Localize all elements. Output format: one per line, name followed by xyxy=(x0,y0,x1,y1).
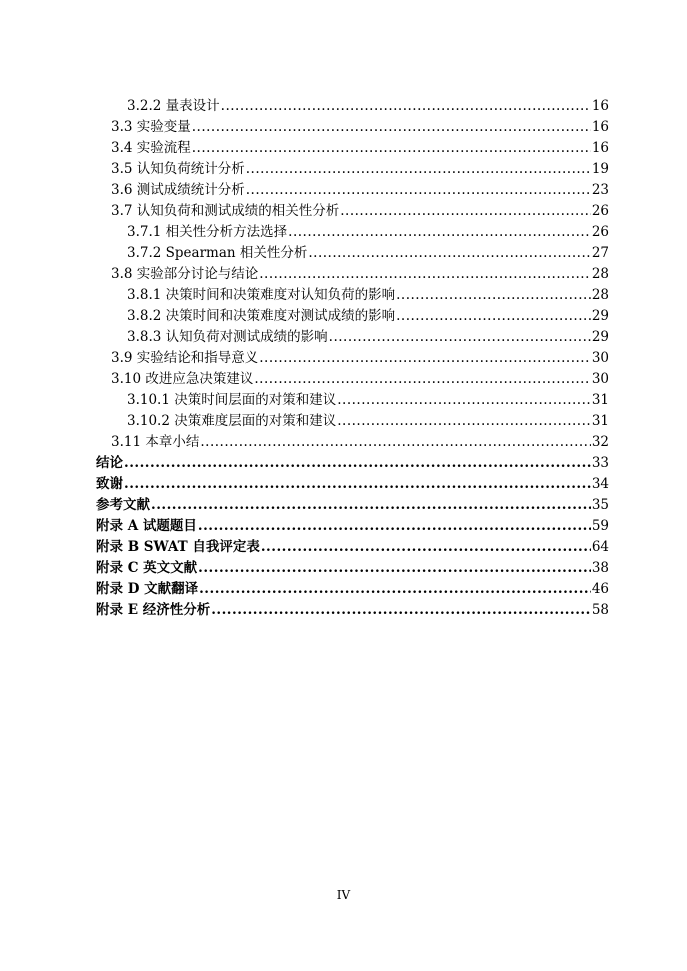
toc-dot-leader xyxy=(254,369,590,390)
toc-dot-leader xyxy=(198,516,591,537)
toc-entry[interactable] xyxy=(96,474,609,495)
toc-entry-title: 附录 A 试题题目 xyxy=(96,518,197,534)
toc-entry-title: 3.2.2 量表设计 xyxy=(127,98,220,114)
toc-dot-leader xyxy=(246,180,591,201)
toc-entry[interactable] xyxy=(96,348,609,369)
toc-entry-title: 3.8.2 决策时间和决策难度对测试成绩的影响 xyxy=(127,308,396,324)
toc-entry[interactable] xyxy=(96,327,609,348)
toc-entry[interactable] xyxy=(96,222,609,243)
toc-entry[interactable] xyxy=(96,159,609,180)
table-of-contents xyxy=(96,96,609,621)
toc-entry[interactable] xyxy=(96,537,609,558)
toc-entry-title: 3.8.1 决策时间和决策难度对认知负荷的影响 xyxy=(127,287,396,303)
toc-entry-page-number: 30 xyxy=(591,350,609,366)
toc-dot-leader xyxy=(124,453,591,474)
toc-entry-title: 3.7 认知负荷和测试成绩的相关性分析 xyxy=(111,203,340,219)
toc-entry[interactable] xyxy=(96,600,609,621)
toc-entry[interactable] xyxy=(96,411,609,432)
toc-entry-page-number: 28 xyxy=(591,287,609,303)
toc-entry[interactable] xyxy=(96,138,609,159)
toc-entry[interactable] xyxy=(96,306,609,327)
toc-entry[interactable] xyxy=(96,579,609,600)
toc-entry-page-number: 29 xyxy=(591,308,609,324)
toc-entry-page-number: 38 xyxy=(591,560,609,576)
toc-entry[interactable] xyxy=(96,96,609,117)
toc-entry-page-number: 59 xyxy=(591,518,609,534)
toc-entry-title: 3.6 测试成绩统计分析 xyxy=(111,182,245,198)
toc-entry[interactable] xyxy=(96,369,609,390)
toc-dot-leader xyxy=(211,600,591,621)
toc-entry[interactable] xyxy=(96,453,609,474)
toc-dot-leader xyxy=(261,537,591,558)
page-number: IV xyxy=(336,888,351,902)
toc-entry-page-number: 31 xyxy=(591,392,609,408)
toc-entry-page-number: 46 xyxy=(591,581,609,597)
toc-dot-leader xyxy=(192,117,591,138)
toc-entry-title: 3.8 实验部分讨论与结论 xyxy=(111,266,259,282)
toc-dot-leader xyxy=(396,306,591,327)
toc-entry-title: 3.8.3 认知负荷对测试成绩的影响 xyxy=(127,329,328,345)
toc-entry-page-number: 19 xyxy=(591,161,609,177)
toc-dot-leader xyxy=(396,285,591,306)
toc-dot-leader xyxy=(340,201,591,222)
toc-entry-title: 附录 D 文献翻译 xyxy=(96,581,199,597)
toc-entry-page-number: 26 xyxy=(591,203,609,219)
toc-entry-page-number: 29 xyxy=(591,329,609,345)
toc-entry[interactable] xyxy=(96,432,609,453)
toc-dot-leader xyxy=(200,432,590,453)
toc-dot-leader xyxy=(288,222,591,243)
toc-dot-leader xyxy=(151,495,591,516)
toc-dot-leader xyxy=(259,348,591,369)
toc-dot-leader xyxy=(259,264,591,285)
toc-entry-page-number: 64 xyxy=(591,539,609,555)
toc-entry-title: 3.7.1 相关性分析方法选择 xyxy=(127,224,288,240)
toc-entry-page-number: 26 xyxy=(591,224,609,240)
toc-entry[interactable] xyxy=(96,558,609,579)
toc-entry-page-number: 35 xyxy=(591,497,609,513)
toc-entry[interactable] xyxy=(96,495,609,516)
toc-dot-leader xyxy=(337,390,591,411)
toc-entry-page-number: 16 xyxy=(591,119,609,135)
toc-entry-title: 3.10.2 决策难度层面的对策和建议 xyxy=(127,413,337,429)
toc-entry-title: 致谢 xyxy=(96,476,123,492)
toc-entry-title: 3.9 实验结论和指导意义 xyxy=(111,350,259,366)
toc-entry-page-number: 16 xyxy=(591,140,609,156)
toc-entry[interactable] xyxy=(96,285,609,306)
toc-entry-page-number: 34 xyxy=(591,476,609,492)
toc-entry[interactable] xyxy=(96,264,609,285)
toc-entry-page-number: 27 xyxy=(591,245,609,261)
toc-entry[interactable] xyxy=(96,390,609,411)
toc-dot-leader xyxy=(246,159,591,180)
toc-entry-page-number: 33 xyxy=(591,455,609,471)
toc-dot-leader xyxy=(329,327,591,348)
toc-entry-title: 3.10.1 决策时间层面的对策和建议 xyxy=(127,392,337,408)
toc-dot-leader xyxy=(221,96,591,117)
toc-entry-page-number: 31 xyxy=(591,413,609,429)
toc-dot-leader xyxy=(199,579,591,600)
toc-entry[interactable] xyxy=(96,201,609,222)
toc-entry-title: 3.4 实验流程 xyxy=(111,140,191,156)
toc-dot-leader xyxy=(337,411,591,432)
toc-entry-title: 附录 B SWAT 自我评定表 xyxy=(96,539,260,555)
toc-dot-leader xyxy=(308,243,590,264)
toc-dot-leader xyxy=(198,558,591,579)
toc-entry-title: 3.10 改进应急决策建议 xyxy=(111,371,254,387)
toc-entry-page-number: 28 xyxy=(591,266,609,282)
toc-entry-title: 3.11 本章小结 xyxy=(111,434,200,450)
toc-entry-title: 结论 xyxy=(96,455,123,471)
toc-entry[interactable] xyxy=(96,180,609,201)
toc-entry-page-number: 30 xyxy=(591,371,609,387)
toc-entry[interactable] xyxy=(96,516,609,537)
toc-entry-page-number: 32 xyxy=(591,434,609,450)
toc-entry-title: 附录 E 经济性分析 xyxy=(96,602,211,618)
toc-entry-page-number: 58 xyxy=(591,602,609,618)
toc-entry-title: 参考文献 xyxy=(96,497,150,513)
toc-entry-title: 3.5 认知负荷统计分析 xyxy=(111,161,245,177)
toc-entry-page-number: 16 xyxy=(591,98,609,114)
toc-dot-leader xyxy=(124,474,591,495)
toc-dot-leader xyxy=(192,138,591,159)
toc-entry[interactable] xyxy=(96,117,609,138)
toc-entry-title: 3.7.2 Spearman 相关性分析 xyxy=(127,245,308,261)
toc-entry[interactable] xyxy=(96,243,609,264)
toc-entry-title: 附录 C 英文文献 xyxy=(96,560,198,576)
toc-entry-page-number: 23 xyxy=(591,182,609,198)
toc-entry-title: 3.3 实验变量 xyxy=(111,119,191,135)
